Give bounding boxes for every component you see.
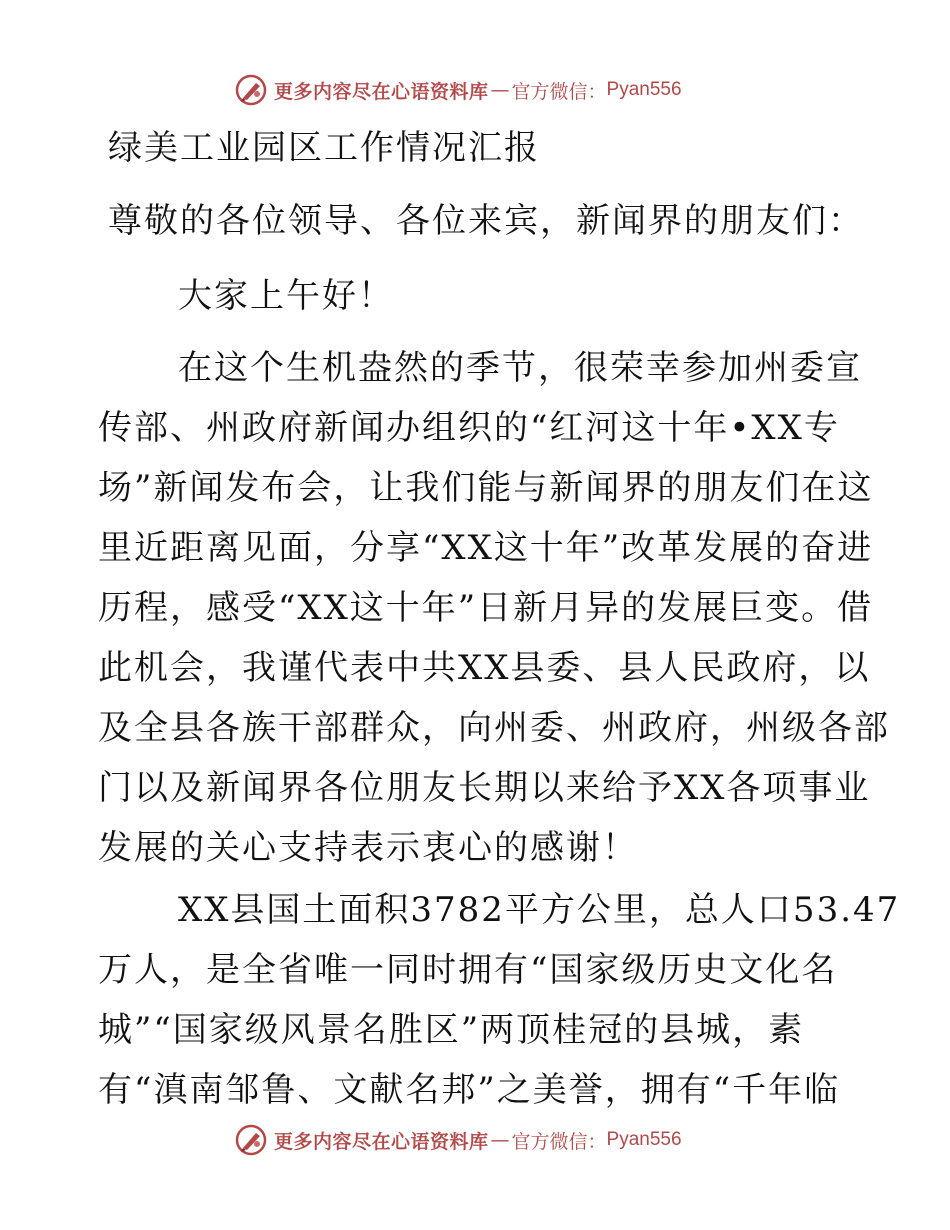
- pen-logo-icon: [234, 1123, 268, 1157]
- watermark-dash: —: [490, 79, 510, 101]
- text-line: 场”新闻发布会，让我们能与新闻界的朋友们在这: [98, 468, 874, 508]
- document-title: 绿美工业园区工作情况汇报: [108, 128, 540, 168]
- paragraph-1: [98, 338, 890, 878]
- text-line: 万人，是全省唯一同时拥有“国家级历史文化名: [98, 950, 838, 990]
- text-line: 此机会，我谨代表中共XX县委、县人民政府，以: [98, 648, 871, 688]
- watermark-wechat-label: 官方微信：: [511, 1130, 607, 1153]
- watermark-text: 更多内容尽在心语资料库: [274, 1130, 489, 1153]
- watermark-banner-bottom: [234, 1122, 682, 1158]
- paragraph-2: [98, 880, 901, 1120]
- watermark-wechat-label: 官方微信：: [511, 80, 607, 103]
- text-line: XX县国土面积3782平方公里，总人口53.47: [178, 890, 901, 930]
- text-line: 传部、州政府新闻办组织的“红河这十年•XX专: [98, 408, 840, 448]
- greeting: 大家上午好！: [178, 276, 394, 316]
- watermark-text: 更多内容尽在心语资料库: [274, 80, 489, 103]
- text-line: 城”“国家级风景名胜区”两顶桂冠的县城，素: [98, 1010, 805, 1050]
- watermark-wechat-id: Pyan556: [606, 79, 682, 100]
- text-line: 里近距离见面，分享“XX这十年”改革发展的奋进: [98, 528, 874, 568]
- watermark-banner-top: [234, 72, 682, 108]
- text-line: 有“滇南邹鲁、文献名邦”之美誉，拥有“千年临: [98, 1070, 841, 1110]
- text-line: 门以及新闻界各位朋友长期以来给予XX各项事业: [98, 768, 871, 808]
- pen-logo-icon: [234, 73, 268, 107]
- text-line: 发展的关心支持表示衷心的感谢！: [98, 828, 638, 868]
- watermark-wechat-id: Pyan556: [606, 1129, 682, 1150]
- watermark-dash: —: [490, 1129, 510, 1151]
- text-line: 在这个生机盎然的季节，很荣幸参加州委宣: [178, 348, 862, 388]
- text-line: 及全县各族干部群众，向州委、州政府，州级各部: [98, 708, 890, 748]
- salutation: 尊敬的各位领导、各位来宾，新闻界的朋友们：: [108, 201, 864, 241]
- text-line: 历程，感受“XX这十年”日新月异的发展巨变。借: [98, 588, 874, 628]
